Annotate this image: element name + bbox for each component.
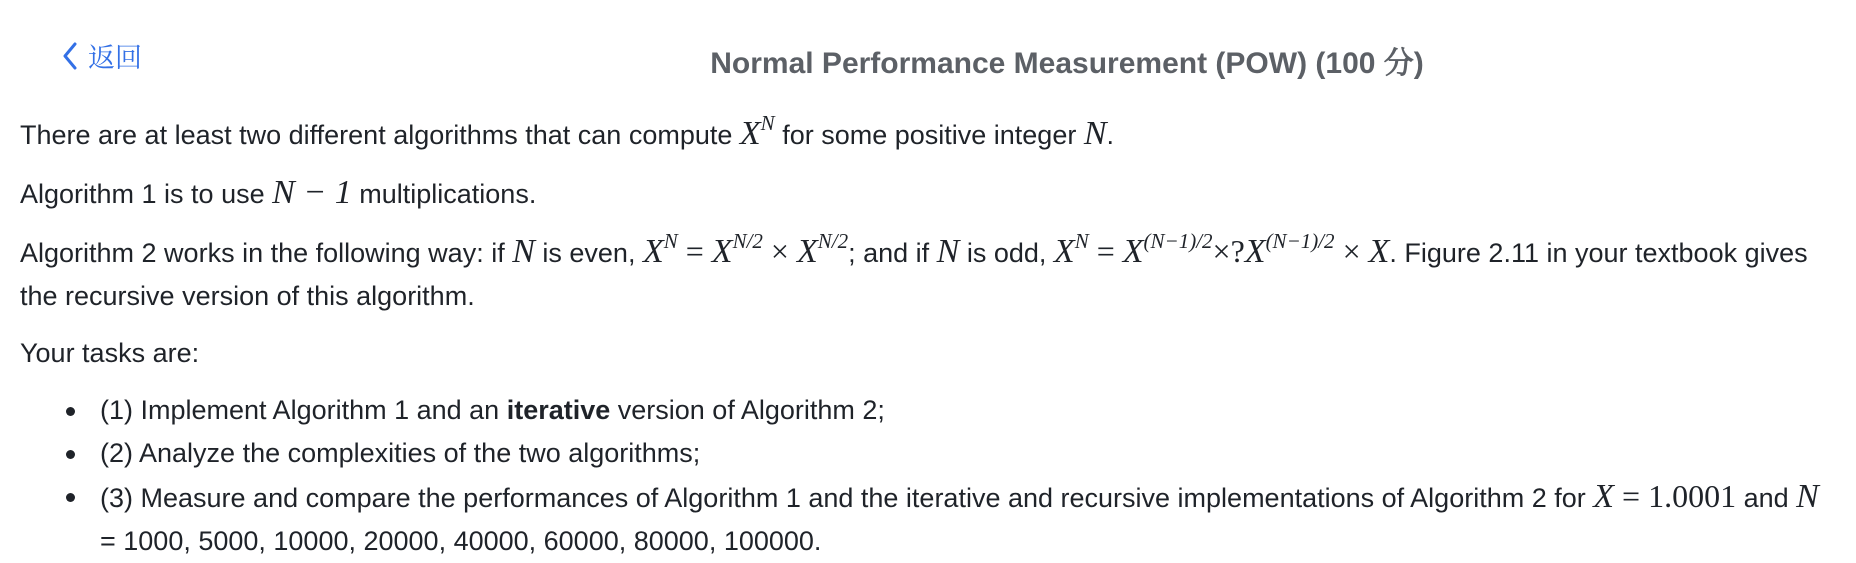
task-list [20, 389, 1842, 563]
paragraph-algorithm-2: Algorithm 2 works in the following way: if N is even, $X^N = X^{N/2} \times X^{N/2}$; and if N is odd, $X^N$ = $X^{(N-1)/2}\times?X^{(N-1)/2} \times X$. Figure 2.11 in your textbook gives the recursive version of this algorithm. [20, 229, 1808, 311]
list-item: (1) Implement Algorithm 1 and an iterative version of Algorithm 2; [100, 389, 1842, 432]
page-title: Normal Performance Measurement (POW) (100 分) [710, 47, 1424, 80]
list-item: (3) Measure and compare the performances of Algorithm 1 and the iterative and recursive implementations of Algorithm 2 for X = 1.0001 and N = 1000, 5000, 10000, 20000, 40000, 60000, 80000, 100000. [100, 475, 1842, 563]
problem-statement [20, 112, 1842, 563]
list-item: (2) Analyze the complexities of the two algorithms; [100, 432, 1842, 475]
tasks-intro: Your tasks are: [20, 338, 200, 368]
back-label: 返回 [88, 43, 142, 73]
paragraph-intro: There are at least two different algorithms that can compute $X^N$ for some positive integer N. [20, 111, 1115, 152]
header [0, 0, 1856, 110]
paragraph-algorithm-1: Algorithm 1 is to use N − 1 multiplications. [20, 174, 537, 211]
